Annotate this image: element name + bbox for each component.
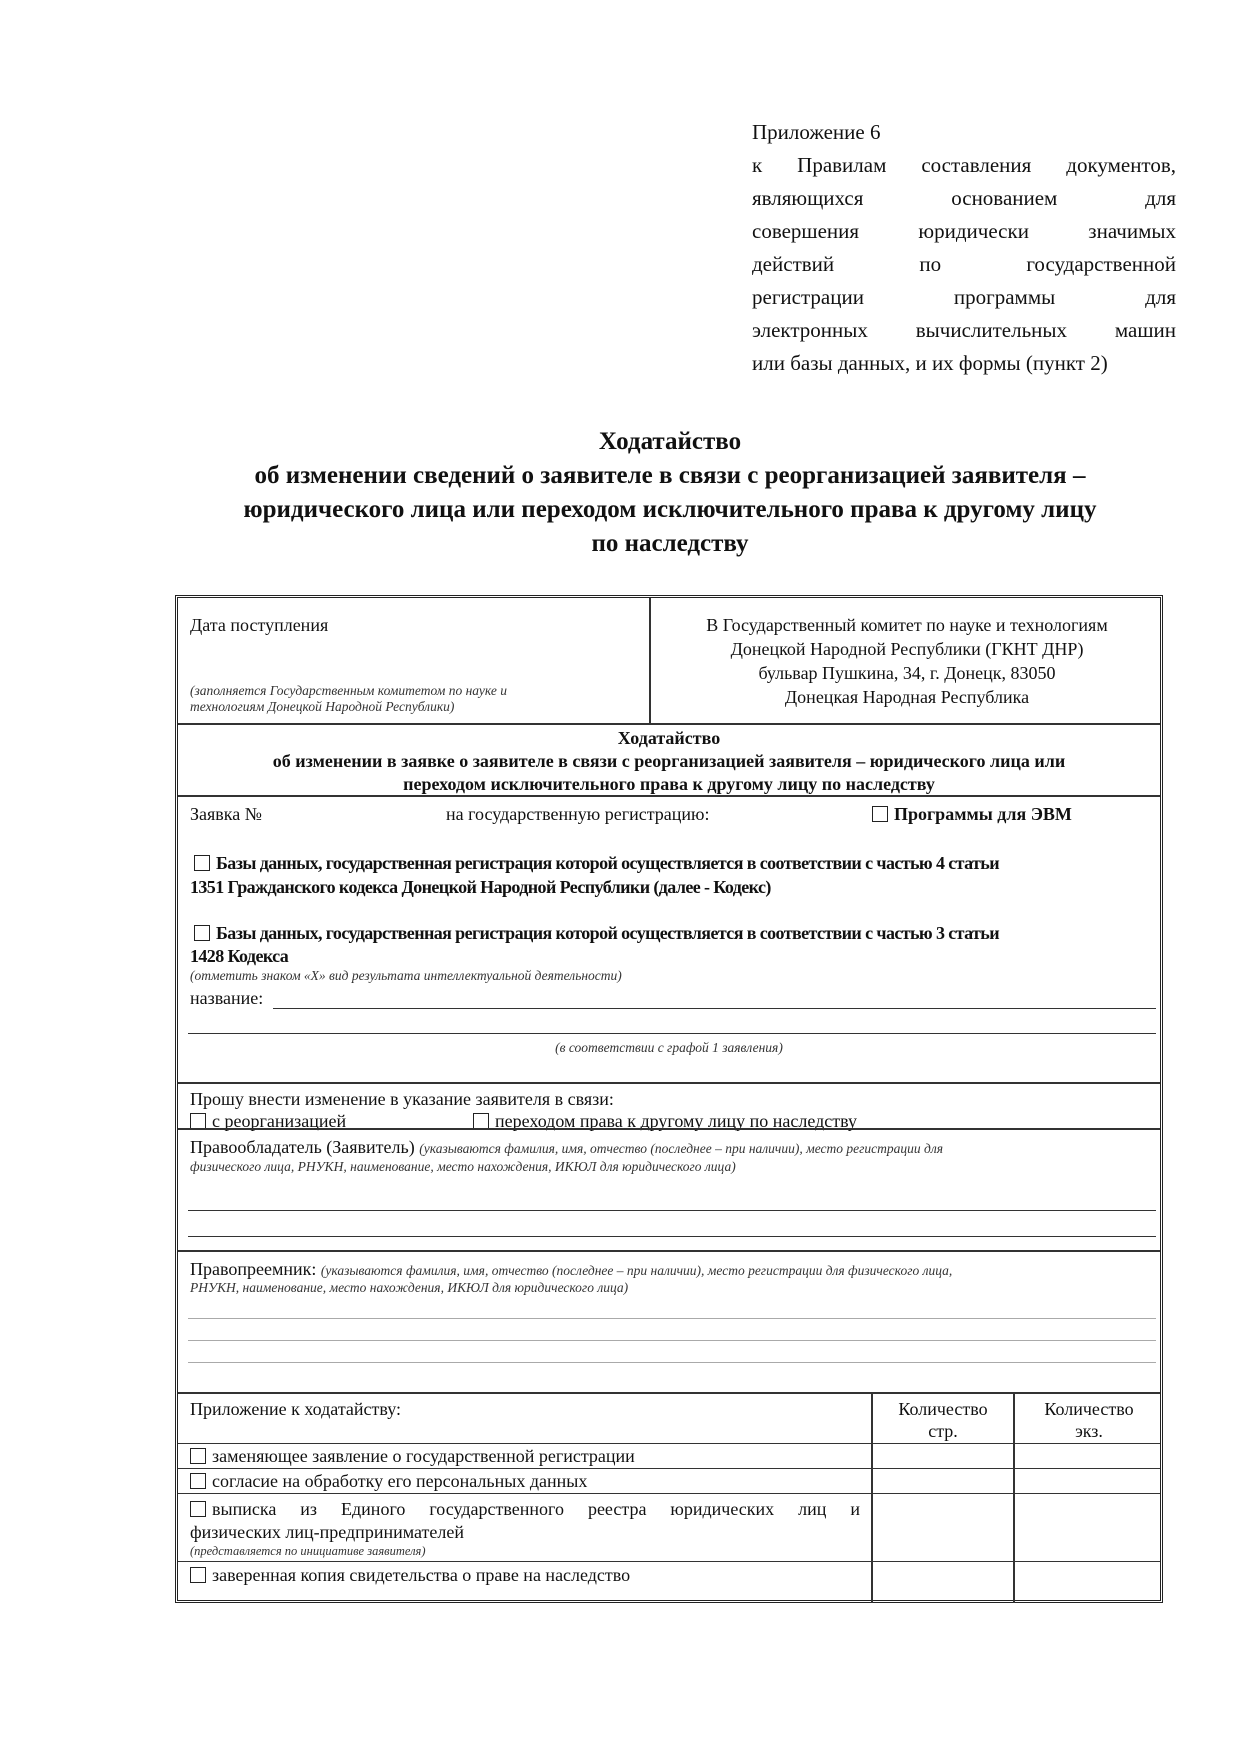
receipt-note-line: технологиям Донецкой Народной Республики) (190, 699, 455, 714)
title-line: по наследству (591, 530, 749, 557)
option-db1 (194, 852, 999, 874)
addressee-line: Донецкой Народной Республики (ГКНТ ДНР) (730, 639, 1084, 659)
successor-underline (188, 1318, 1156, 1319)
holder-section (190, 1136, 943, 1158)
name-field[interactable] (273, 984, 1156, 1008)
petition-header-title: Ходатайство (617, 728, 721, 748)
holder-underline (188, 1210, 1156, 1211)
successor-section (190, 1258, 952, 1280)
mark-note: (отметить знаком «Х» вид результата интеллектуальной деятельности) (190, 968, 622, 983)
holder-note-line2: физического лица, РНУКН, наименование, место нахождения, ИКЮЛ для юридического лица) (190, 1159, 736, 1174)
appendix-note-line: Приложение 6 (752, 120, 881, 144)
col-pages-header: Количество (898, 1399, 988, 1419)
change-request-label: Прошу внести изменение в указание заявителя в связи: (190, 1089, 614, 1109)
appendix-note-line: к Правилам составления документов, (752, 153, 1176, 177)
appendix-note-line: совершения юридически значимых (752, 219, 1176, 243)
checkbox-attachment[interactable] (190, 1501, 206, 1517)
checkbox-program[interactable] (872, 806, 888, 822)
registration-label: на государственную регистрацию: (446, 804, 710, 824)
attachment-pages-field[interactable] (875, 1495, 1011, 1559)
option-db1-line2: 1351 Гражданского кодекса Донецкой Народной Республики (далее - Кодекс) (190, 877, 771, 897)
attachment-note: (представляется по инициативе заявителя) (190, 1544, 426, 1558)
checkbox-reorganization[interactable] (190, 1113, 206, 1129)
petition-header-line: переходом исключительного права к другому лицу по наследству (403, 774, 935, 794)
holder-note: (указываются фамилия, имя, отчество (последнее – при наличии), место регистрации для (419, 1141, 944, 1156)
holder-underline (188, 1236, 1156, 1237)
document-title (170, 425, 1170, 561)
col-copies-header: Количество (1044, 1399, 1134, 1419)
attachment-item (190, 1445, 635, 1467)
petition-header-line: об изменении в заявке о заявителе в связи с реорганизацией заявителя – юридического лица или (272, 751, 1066, 771)
option-db2-line2: 1428 Кодекса (190, 946, 289, 966)
option-reorganization-label: с реорганизацией (212, 1111, 347, 1131)
row-divider (178, 795, 1160, 797)
application-number-label: Заявка № (190, 804, 262, 824)
addressee-line: бульвар Пушкина, 34, г. Донецк, 83050 (758, 663, 1056, 683)
checkbox-db1[interactable] (194, 855, 210, 871)
checkbox-db2[interactable] (194, 925, 210, 941)
row-divider (178, 1443, 1160, 1444)
holder-field[interactable] (188, 1178, 1156, 1238)
appendix-note-line: действий по государственной (752, 252, 1176, 276)
appendix-note-line: или базы данных, и их формы (пункт 2) (752, 351, 1108, 375)
successor-field[interactable] (188, 1298, 1156, 1368)
name-note: (в соответствии с графой 1 заявления) (555, 1040, 783, 1055)
attachment-copies-field[interactable] (1017, 1495, 1161, 1559)
option-db1-label: Базы данных, государственная регистрация которой осуществляется в соответствии с частью 4 статьи (216, 853, 999, 873)
successor-underline (188, 1340, 1156, 1341)
row-divider (178, 1493, 1160, 1494)
checkbox-attachment[interactable] (190, 1567, 206, 1583)
attachment-pages-field[interactable] (875, 1563, 1011, 1601)
attachment-label-line2: физических лиц-предпринимателей (190, 1522, 464, 1542)
attachment-label: выписка из Единого государственного реестра юридических лиц и (212, 1499, 860, 1519)
successor-note-line2: РНУКН, наименование, место нахождения, ИКЮЛ для юридического лица) (190, 1280, 629, 1295)
col-pages-header: стр. (928, 1421, 958, 1441)
row-divider (178, 1128, 1160, 1130)
application-number-field[interactable] (278, 801, 408, 825)
checkbox-attachment[interactable] (190, 1448, 206, 1464)
row-divider (178, 1561, 1160, 1562)
title-line: об изменении сведений о заявителе в связи с реорганизацией заявителя – (254, 462, 1086, 489)
checkbox-attachment[interactable] (190, 1473, 206, 1489)
option-program-label: Программы для ЭВМ (894, 804, 1072, 824)
appendix-note-line: являющихся основанием для (752, 186, 1176, 210)
addressee-line: В Государственный комитет по науке и технологиям (706, 615, 1108, 635)
row-divider (178, 1250, 1160, 1252)
successor-label: Правопреемник: (190, 1259, 317, 1279)
attachments-header: Приложение к ходатайству: (190, 1399, 402, 1419)
successor-underline (188, 1362, 1156, 1363)
attachment-copies-field[interactable] (1017, 1445, 1161, 1467)
appendix-note-line: электронных вычислительных машин (752, 318, 1176, 342)
successor-note: (указываются фамилия, имя, отчество (последнее – при наличии), место регистрации для физического лица, (320, 1263, 953, 1278)
attachment-label: согласие на обработку его персональных данных (212, 1471, 588, 1491)
appendix-note-line: регистрации программы для (752, 285, 1176, 309)
attachment-copies-field[interactable] (1017, 1470, 1161, 1492)
attachment-item (190, 1564, 630, 1586)
title-line: юридического лица или переходом исключительного права к другому лицу (243, 496, 1097, 523)
attachment-label: заменяющее заявление о государственной регистрации (212, 1446, 635, 1466)
attachment-item (190, 1470, 587, 1492)
name-label: название: (190, 988, 264, 1008)
option-db2 (194, 922, 999, 944)
option-program (872, 803, 1072, 825)
col-copies-header: экз. (1075, 1421, 1103, 1441)
row-divider (178, 1082, 1160, 1084)
attachment-copies-field[interactable] (1017, 1563, 1161, 1601)
addressee-line: Донецкая Народная Республика (784, 687, 1030, 707)
attachment-item (190, 1498, 860, 1520)
holder-label: Правообладатель (Заявитель) (190, 1137, 415, 1157)
name-underline (273, 1008, 1156, 1009)
option-inheritance-label: переходом права к другому лицу по наследству (495, 1111, 858, 1131)
attachment-pages-field[interactable] (875, 1445, 1011, 1467)
receipt-note-line: (заполняется Государственным комитетом по науке и (190, 683, 507, 698)
checkbox-inheritance[interactable] (473, 1113, 489, 1129)
name-underline (188, 1033, 1156, 1034)
row-divider (178, 723, 1160, 725)
receipt-date-label: Дата поступления (190, 615, 329, 635)
appendix-note (752, 116, 1176, 380)
option-db2-label: Базы данных, государственная регистрация которой осуществляется в соответствии с частью 3 статьи (216, 923, 999, 943)
title-line: Ходатайство (598, 428, 742, 455)
attachment-pages-field[interactable] (875, 1470, 1011, 1492)
petition-form (175, 595, 1163, 1603)
row-divider (178, 1468, 1160, 1469)
attachment-label: заверенная копия свидетельства о праве на наследство (212, 1565, 631, 1585)
column-divider (649, 598, 651, 723)
